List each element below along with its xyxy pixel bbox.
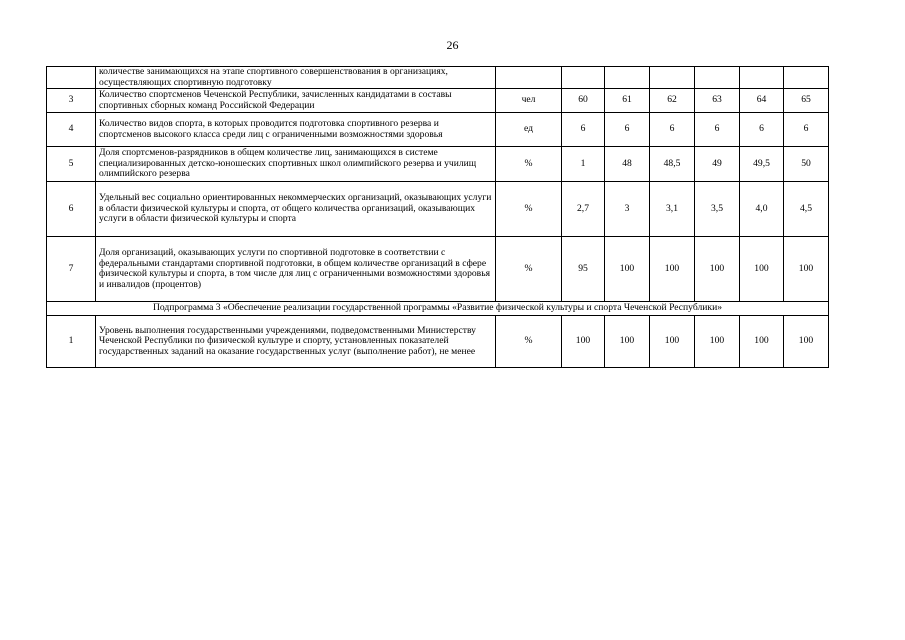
value-cell: 6 xyxy=(562,113,605,147)
value-cell: 61 xyxy=(605,89,650,113)
value-cell: 3,5 xyxy=(695,182,740,237)
value-cell: 100 xyxy=(605,316,650,368)
value-cell: 62 xyxy=(650,89,695,113)
unit-cell: % xyxy=(496,237,562,302)
value-cell: 3,1 xyxy=(650,182,695,237)
value-cell: 49,5 xyxy=(740,147,784,182)
indicator-text: Доля спортсменов-разрядников в общем количестве лиц, занимающихся в системе специализированных детско-юношеских спортивных школ олимпийского резерва и училищ олимпийского резерва xyxy=(96,147,496,182)
row-number: 6 xyxy=(47,182,96,237)
value-cell xyxy=(740,67,784,89)
table-row xyxy=(47,237,829,302)
row-number: 7 xyxy=(47,237,96,302)
value-cell: 2,7 xyxy=(562,182,605,237)
table-row xyxy=(47,113,829,147)
indicator-text: Уровень выполнения государственными учреждениями, подведомственными Министерству Чеченской Республики по физической культуре и спорту, установленных показателей государственных заданий на оказание государственных услуг (выполнение работ), не менее xyxy=(96,316,496,368)
value-cell: 48,5 xyxy=(650,147,695,182)
value-cell: 6 xyxy=(740,113,784,147)
value-cell: 1 xyxy=(562,147,605,182)
value-cell: 100 xyxy=(650,237,695,302)
value-cell: 100 xyxy=(562,316,605,368)
row-number: 4 xyxy=(47,113,96,147)
value-cell: 100 xyxy=(784,316,829,368)
row-number: 3 xyxy=(47,89,96,113)
row-number: 1 xyxy=(47,316,96,368)
value-cell xyxy=(784,67,829,89)
indicators-table xyxy=(46,66,829,368)
table-row xyxy=(47,316,829,368)
value-cell: 63 xyxy=(695,89,740,113)
unit-cell xyxy=(496,67,562,89)
subprogram-row xyxy=(47,302,829,316)
subprogram-title: Подпрограмма 3 «Обеспечение реализации государственной программы «Развитие физической культуры и спорта Чеченской Республики» xyxy=(47,302,829,316)
value-cell: 6 xyxy=(784,113,829,147)
value-cell: 3 xyxy=(605,182,650,237)
unit-cell: ед xyxy=(496,113,562,147)
value-cell: 60 xyxy=(562,89,605,113)
value-cell: 64 xyxy=(740,89,784,113)
indicator-text: количестве занимающихся на этапе спортивного совершенствования в организациях, осуществляющих спортивную подготовку xyxy=(96,67,496,89)
row-number: 5 xyxy=(47,147,96,182)
value-cell: 6 xyxy=(650,113,695,147)
row-number xyxy=(47,67,96,89)
indicator-text: Доля организаций, оказывающих услуги по спортивной подготовке в соответствии с федеральными стандартами спортивной подготовки, в общем количестве организаций в сфере физической культуры и спорта, в том числе для лиц с ограниченными возможностями здоровья и инвалидов (процентов) xyxy=(96,237,496,302)
value-cell: 100 xyxy=(695,316,740,368)
value-cell xyxy=(605,67,650,89)
table-row xyxy=(47,67,829,89)
value-cell: 95 xyxy=(562,237,605,302)
value-cell: 50 xyxy=(784,147,829,182)
value-cell: 4,5 xyxy=(784,182,829,237)
value-cell: 100 xyxy=(740,237,784,302)
indicator-text: Количество спортсменов Чеченской Республики, зачисленных кандидатами в составы спортивных сборных команд Российской Федерации xyxy=(96,89,496,113)
value-cell: 100 xyxy=(605,237,650,302)
value-cell xyxy=(695,67,740,89)
indicator-text: Количество видов спорта, в которых проводится подготовка спортивного резерва и спортсменов высокого класса среди лиц с ограниченными возможностями здоровья xyxy=(96,113,496,147)
value-cell: 100 xyxy=(784,237,829,302)
value-cell: 49 xyxy=(695,147,740,182)
value-cell: 100 xyxy=(695,237,740,302)
value-cell xyxy=(562,67,605,89)
unit-cell: % xyxy=(496,316,562,368)
value-cell: 6 xyxy=(695,113,740,147)
unit-cell: % xyxy=(496,182,562,237)
unit-cell: чел xyxy=(496,89,562,113)
table-row xyxy=(47,147,829,182)
value-cell: 48 xyxy=(605,147,650,182)
table-row xyxy=(47,89,829,113)
value-cell: 6 xyxy=(605,113,650,147)
value-cell: 65 xyxy=(784,89,829,113)
indicator-text: Удельный вес социально ориентированных некоммерческих организаций, оказывающих услуги в области физической культуры и спорта, от общего количества организаций, оказывающих услуги в области физической культуры и спорта xyxy=(96,182,496,237)
value-cell xyxy=(650,67,695,89)
unit-cell: % xyxy=(496,147,562,182)
table-row xyxy=(47,182,829,237)
value-cell: 100 xyxy=(740,316,784,368)
value-cell: 100 xyxy=(650,316,695,368)
value-cell: 4,0 xyxy=(740,182,784,237)
page-number: 26 xyxy=(446,38,459,52)
